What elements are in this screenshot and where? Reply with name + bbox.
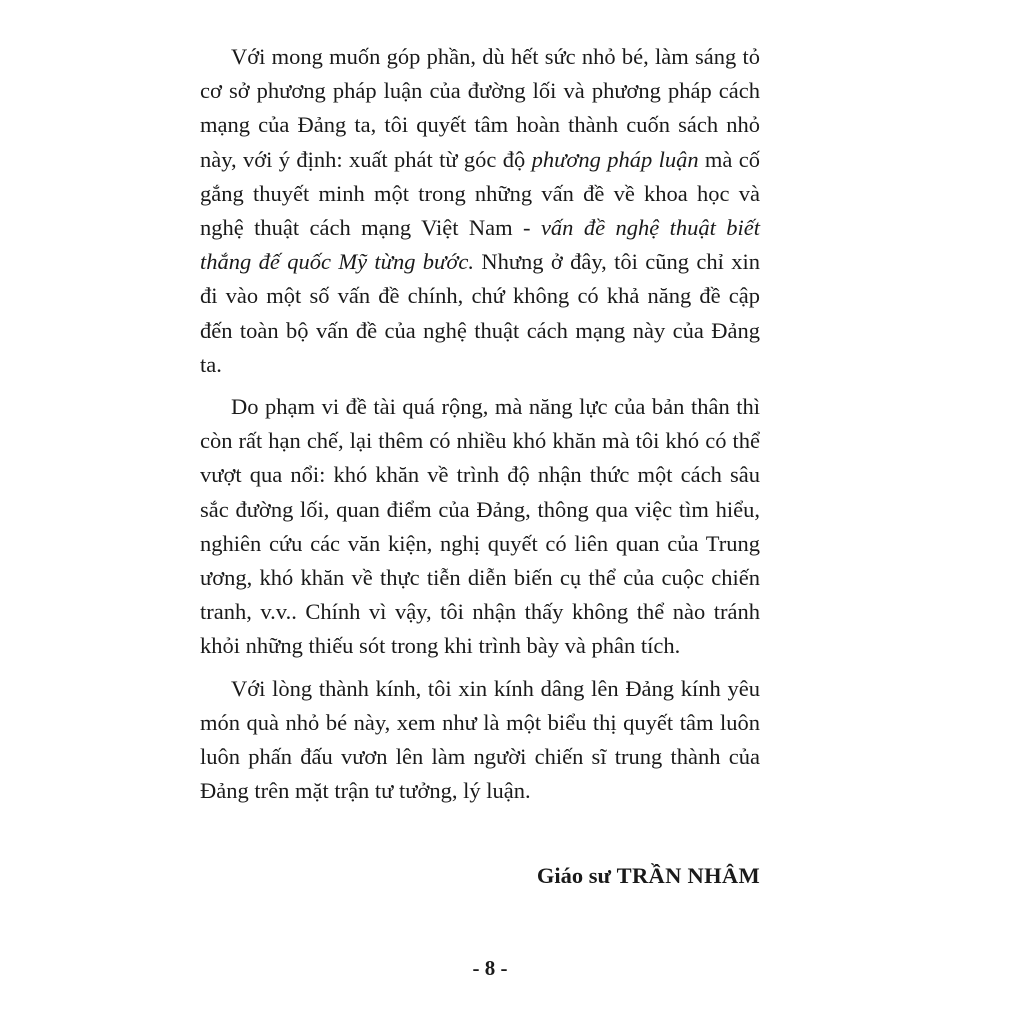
paragraph-text: Do phạm vi đề tài quá rộng, mà năng lực của bản thân thì còn rất hạn chế, lại thêm có nhiều khó khăn mà tôi khó có thể vượt qua nổi: khó khăn về trình độ nhận thức một cách sâu sắc đường lối, quan điểm của Đảng, thông qua việc tìm hiểu, nghiên cứu các văn kiện, nghị quyết có liên quan của Trung ương, khó khăn về thực tiễn diễn biến cụ thể của cuộc chiến tranh, v.v.. Chính vì vậy, tôi nhận thấy không thể nào tránh khỏi những thiếu sót trong khi trình bày và phân tích.	[200, 394, 760, 659]
paragraph-text: Nhưng ở đây, tôi cũng chỉ xin đi vào một số vấn đề chính, chứ không có khả năng đề cập đến toàn bộ vấn đề của nghệ thuật cách mạng này của Đảng ta.	[200, 249, 760, 377]
author-signature	[537, 863, 760, 889]
book-page	[200, 40, 760, 980]
paragraph-limitations	[200, 390, 760, 664]
author-title: Giáo sư	[536, 863, 612, 888]
paragraph-intent	[200, 40, 760, 382]
paragraph-text: Với mong muốn góp phần, dù hết sức nhỏ bé, làm sáng tỏ cơ sở phương pháp luận của đường lối và phương pháp cách mạng của Đảng ta, tôi quyết tâm hoàn thành cuốn sách nhỏ này, với ý định: xuất phát từ góc độ	[200, 44, 760, 172]
paragraph-text: mà cố gắng thuyết minh một trong những vấn đề về khoa học và nghệ thuật cách mạng Việt Nam -	[200, 146, 760, 241]
paragraph-text: Với lòng thành kính, tôi xin kính dâng lên Đảng kính yêu món quà nhỏ bé này, xem như là một biểu thị quyết tâm luôn luôn phấn đấu vươn lên làm người chiến sĩ trung thành của Đảng trên mặt trận tư tưởng, lý luận.	[200, 675, 760, 804]
page-number: - 8 -	[472, 956, 508, 980]
author-name: TRẦN NHÂM	[616, 863, 760, 888]
paragraph-dedication	[200, 672, 760, 809]
emphasis-topic: vấn đề nghệ thuật biết thắng đế quốc Mỹ từng bước.	[200, 215, 760, 275]
emphasis-methodology: phương pháp luận	[531, 146, 699, 172]
